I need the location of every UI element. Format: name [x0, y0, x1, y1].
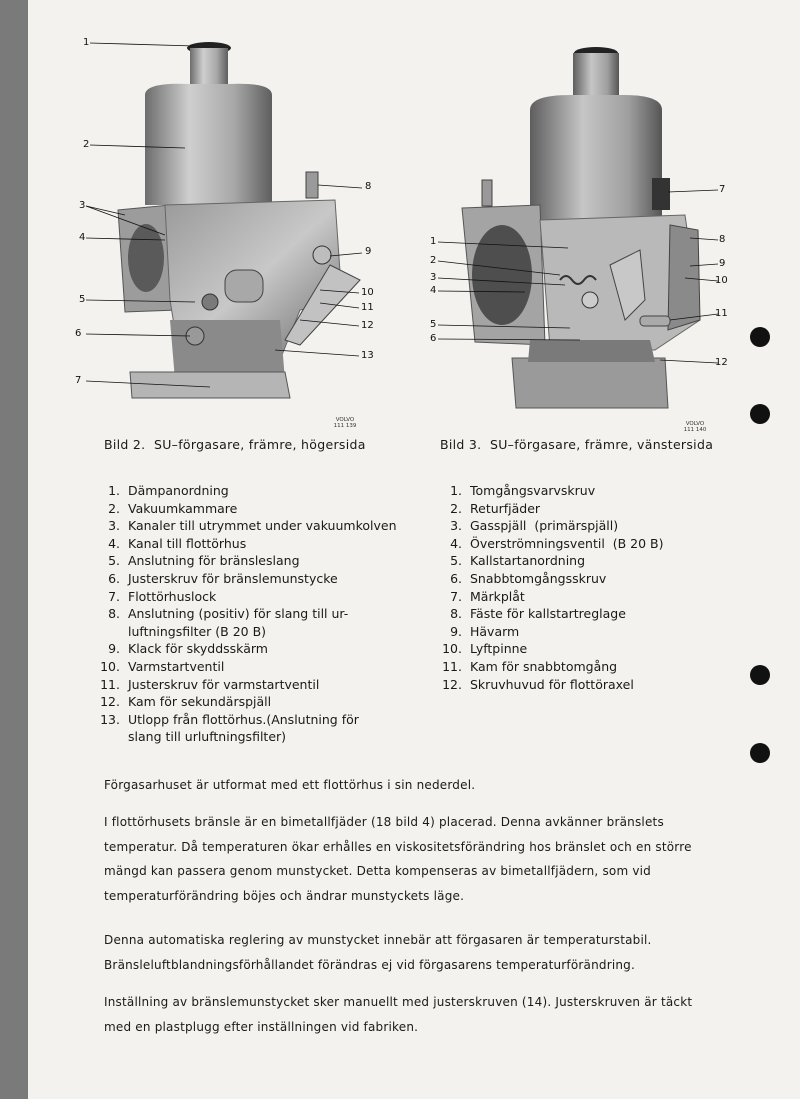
- list-item: [438, 605, 738, 623]
- item-text: Utlopp från flottörhus.(Anslutning för slang till urluftningsfilter): [128, 711, 359, 745]
- item-number: 11.: [442, 658, 462, 674]
- item-text: Klack för skyddsskärm: [128, 641, 268, 657]
- callout-label: 5: [430, 319, 437, 330]
- item-number: 6.: [108, 570, 120, 586]
- item-number: 4.: [450, 535, 462, 551]
- item-number: 1.: [108, 483, 120, 498]
- callout-label: 9: [719, 258, 726, 269]
- item-number: 12.: [442, 676, 462, 692]
- item-text: Kanaler till utrymmet under vakuumkolven: [128, 518, 397, 534]
- callout-label: 10: [361, 287, 374, 298]
- callout-label: 13: [361, 350, 374, 361]
- item-text: Returfjäder: [470, 500, 541, 516]
- callout-label: 4: [430, 285, 437, 296]
- callout-label: 7: [75, 375, 82, 386]
- figure-stamp: VOLVO 111 140: [683, 421, 707, 433]
- callout-label: 6: [430, 333, 437, 344]
- list-item: [438, 658, 738, 676]
- item-number: 3.: [450, 518, 462, 534]
- callout-label: 8: [719, 234, 726, 245]
- list-item: [438, 535, 738, 553]
- item-number: 2.: [108, 500, 120, 516]
- list-item: [438, 500, 738, 518]
- callout-label: 11: [361, 302, 374, 313]
- body-paragraph: I flottörhusets bränsle är en bimetallfjäder (18 bild 4) placerad. Denna avkänner bränslets temperatur. Då temperaturen ökar erhålles en viskositetsförändring hos bränslet och en större mängd kan passera genom munstycket. Detta kompenseras av bimetallfjädern, som vid temperaturförändring böjes och ändrar munstyckets läge.: [104, 815, 692, 903]
- callout-label: 10: [715, 275, 728, 286]
- item-text: Justerskruv för bränslemunstycke: [128, 570, 338, 586]
- list-item: [438, 570, 738, 588]
- list-item: [96, 676, 426, 694]
- figure-caption: Bild 2. SU–förgasare, främre, högersida: [104, 437, 366, 452]
- callout-label: 9: [365, 246, 372, 257]
- carburetor-right-side-figure: [0, 0, 400, 440]
- list-item: [96, 517, 426, 535]
- item-text: Skruvhuvud för flottöraxel: [470, 676, 634, 692]
- item-number: 5.: [108, 553, 120, 569]
- list-item: [96, 658, 426, 676]
- list-item: [96, 482, 426, 500]
- item-number: 9.: [108, 641, 120, 657]
- parts-list-left: [96, 482, 426, 746]
- item-number: 13.: [100, 711, 120, 727]
- parts-list-right: [438, 482, 738, 693]
- list-item: [96, 552, 426, 570]
- callout-label: 2: [83, 139, 90, 150]
- callout-label: 6: [75, 328, 82, 339]
- item-text: Tomgångsvarvskruv: [470, 483, 596, 498]
- carburetor-left-side-figure: [400, 0, 800, 440]
- item-number: 12.: [100, 694, 120, 710]
- item-text: Flottörhuslock: [128, 588, 217, 604]
- item-text: Märkplåt: [470, 588, 525, 604]
- callout-label: 12: [715, 357, 728, 368]
- list-item: [438, 623, 738, 641]
- item-number: 9.: [450, 623, 462, 639]
- item-number: 10.: [100, 658, 120, 674]
- callout-label: 1: [430, 236, 437, 247]
- callout-label: 7: [719, 184, 726, 195]
- item-text: Justerskruv för varmstartventil: [128, 676, 320, 692]
- item-text: Gasspjäll (primärspjäll): [470, 518, 619, 534]
- callout-label: 4: [79, 232, 86, 243]
- callout-label: 1: [83, 37, 90, 48]
- list-item: [96, 693, 426, 711]
- list-item: [438, 482, 738, 500]
- callout-label: 2: [430, 255, 437, 266]
- callout-label: 11: [715, 308, 728, 319]
- list-item: [96, 500, 426, 518]
- item-number: 7.: [450, 588, 462, 604]
- item-text: Kam för sekundärspjäll: [128, 694, 272, 710]
- item-number: 8.: [108, 606, 120, 622]
- list-item: [96, 588, 426, 606]
- item-text: Överströmningsventil (B 20 B): [470, 535, 664, 551]
- list-item: [96, 605, 426, 640]
- item-number: 10.: [442, 641, 462, 657]
- list-item: [96, 535, 426, 553]
- item-text: Fäste för kallstartreglage: [470, 606, 626, 622]
- callout-label: 8: [365, 181, 372, 192]
- binder-hole: [750, 665, 770, 685]
- item-number: 2.: [450, 500, 462, 516]
- item-text: Anslutning (positiv) för slang till ur- luftningsfilter (B 20 B): [128, 606, 349, 639]
- item-text: Snabbtomgångsskruv: [470, 570, 607, 586]
- list-item: [96, 640, 426, 658]
- body-paragraph: Förgasarhuset är utformat med ett flottörhus i sin nederdel.: [104, 778, 476, 792]
- item-number: 4.: [108, 535, 120, 551]
- item-number: 3.: [108, 518, 120, 534]
- item-text: Kallstartanordning: [470, 553, 586, 569]
- list-item: [96, 711, 426, 746]
- item-number: 7.: [108, 588, 120, 604]
- list-item: [438, 588, 738, 606]
- item-text: Varmstartventil: [128, 658, 225, 674]
- item-text: Kanal till flottörhus: [128, 535, 247, 551]
- figure-stamp: VOLVO 111 139: [333, 417, 357, 429]
- list-item: [438, 676, 738, 694]
- figure-caption: Bild 3. SU–förgasare, främre, vänstersida: [440, 437, 714, 452]
- body-paragraph: Denna automatiska reglering av munstycket innebär att förgasaren är temperaturstabil. Bränsleluftblandningsförhållandet förändras ej vid förgasarens temperaturförändring.: [104, 933, 652, 972]
- body-paragraph: Inställning av bränslemunstycket sker manuellt med justerskruven (14). Justerskruven är täckt med en plastplugg efter inställningen vid fabriken.: [104, 995, 693, 1034]
- list-item: [438, 517, 738, 535]
- item-number: 6.: [450, 570, 462, 586]
- item-number: 1.: [450, 483, 462, 498]
- item-text: Hävarm: [470, 623, 520, 639]
- list-item: [438, 640, 738, 658]
- item-text: Lyftpinne: [470, 641, 528, 657]
- item-text: Anslutning för bränsleslang: [128, 553, 300, 569]
- callout-label: 3: [79, 200, 86, 211]
- callout-label: 3: [430, 272, 437, 283]
- list-item: [438, 552, 738, 570]
- item-text: Vakuumkammare: [128, 500, 238, 516]
- list-item: [96, 570, 426, 588]
- item-number: 5.: [450, 553, 462, 569]
- binder-hole: [750, 743, 770, 763]
- item-number: 11.: [100, 676, 120, 692]
- item-text: Dämpanordning: [128, 483, 229, 498]
- callout-label: 5: [79, 294, 86, 305]
- item-number: 8.: [450, 606, 462, 622]
- callout-label: 12: [361, 320, 374, 331]
- item-text: Kam för snabbtomgång: [470, 658, 618, 674]
